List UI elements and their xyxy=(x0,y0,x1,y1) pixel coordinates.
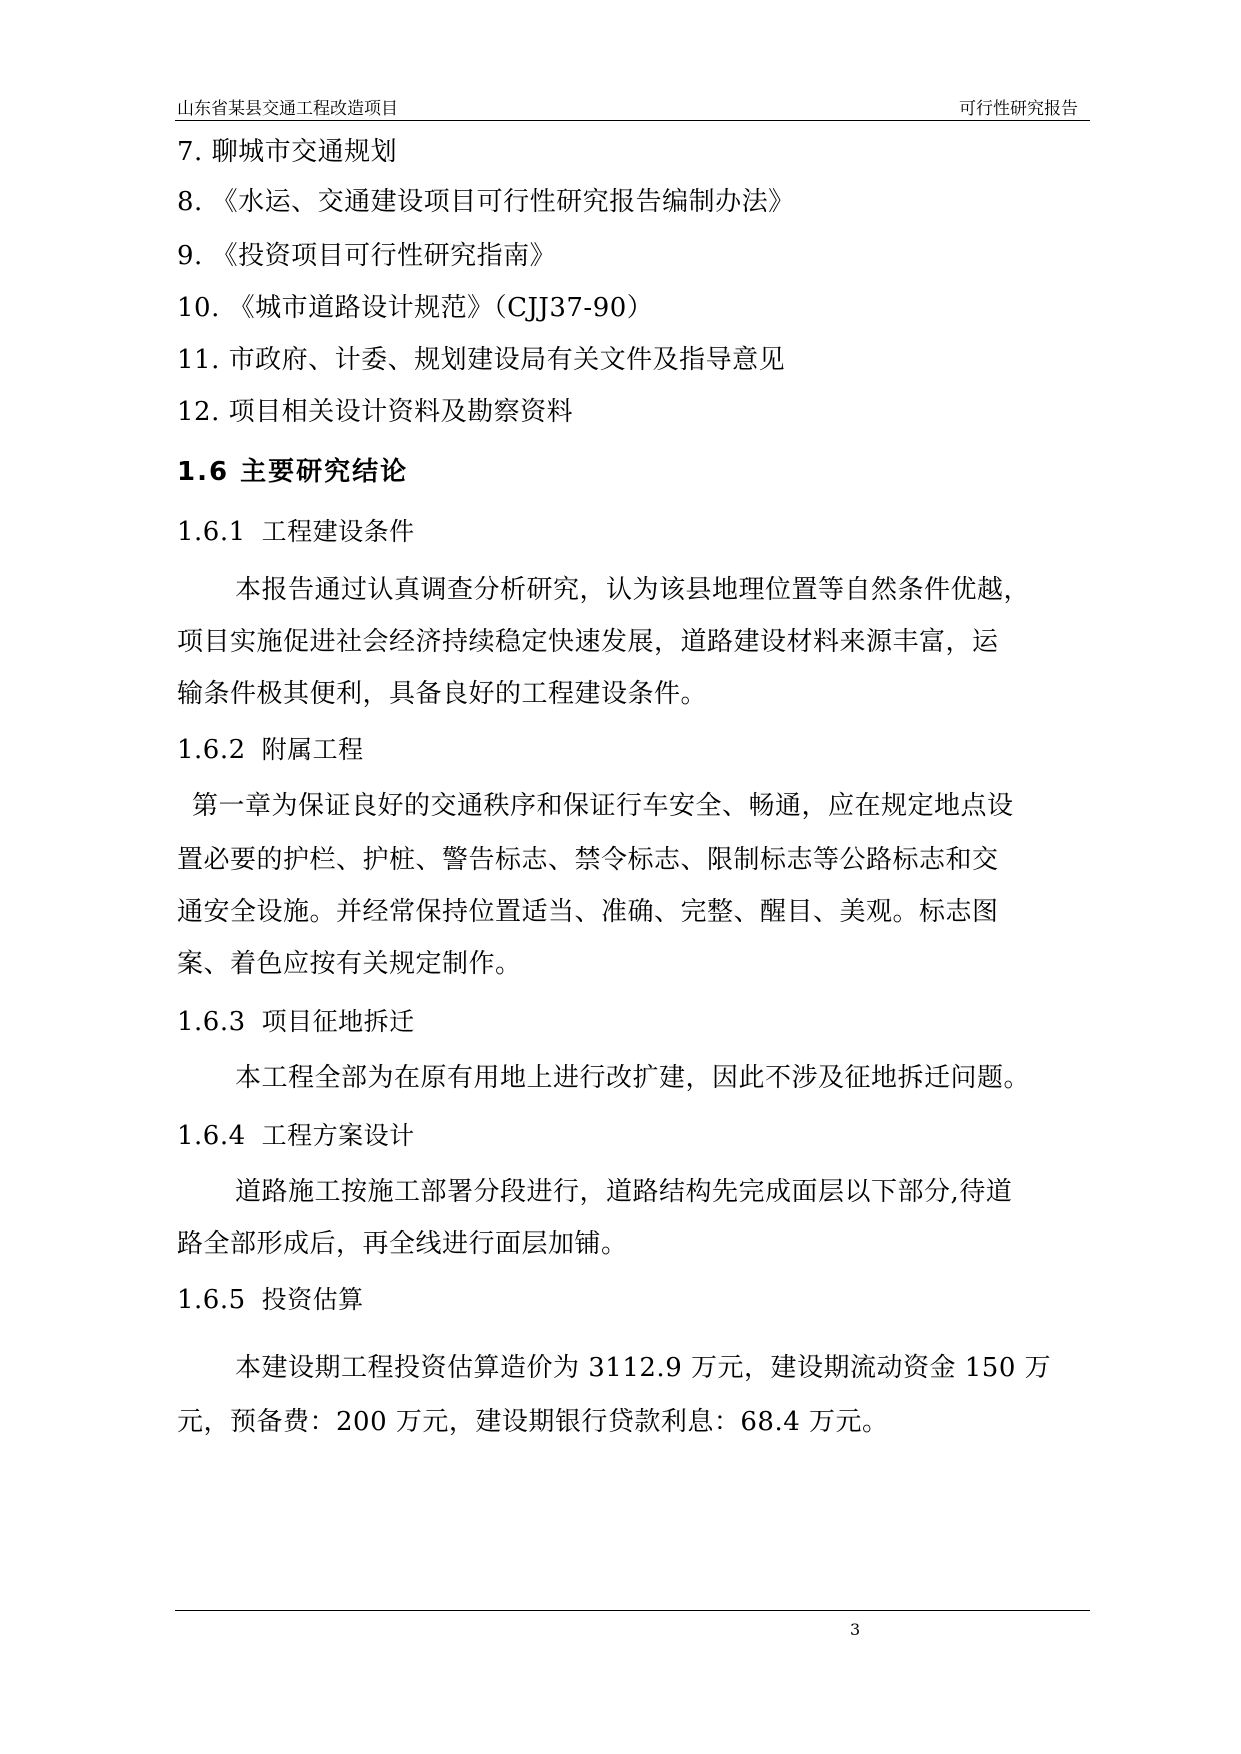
paragraph-line: 输条件极其便利，具备良好的工程建设条件。 xyxy=(177,679,708,709)
paragraph-line: 置必要的护栏、护桩、警告标志、禁令标志、限制标志等公路标志和交 xyxy=(177,845,999,875)
reference-item-10: 10. 《城市道路设计规范》（CJJ37-90） xyxy=(177,293,654,323)
subsection-number: 1.6.2 xyxy=(177,735,246,765)
subsection-title: 项目征地拆迁 xyxy=(261,1007,415,1036)
paragraph-line: 案、着色应按有关规定制作。 xyxy=(177,949,522,979)
subsection-heading-1-6-2 xyxy=(177,734,364,766)
paragraph-line: 本建设期工程投资估算造价为 3112.9 万元，建设期流动资金 150 万 xyxy=(235,1353,1052,1383)
header-report-type: 可行性研究报告 xyxy=(959,99,1078,119)
subsection-number: 1.6.3 xyxy=(177,1007,246,1037)
subsection-number: 1.6.1 xyxy=(177,517,246,547)
subsection-title: 工程建设条件 xyxy=(261,517,415,546)
subsection-title: 附属工程 xyxy=(261,735,364,764)
reference-item-12: 12. 项目相关设计资料及勘察资料 xyxy=(177,397,574,427)
header-project-title: 山东省某县交通工程改造项目 xyxy=(177,99,398,119)
reference-item-9: 9. 《投资项目可行性研究指南》 xyxy=(177,241,557,271)
paragraph-line: 第一章为保证良好的交通秩序和保证行车安全、畅通，应在规定地点设 xyxy=(192,791,1014,821)
page-header xyxy=(175,92,1090,121)
footer-rule xyxy=(175,1610,1090,1611)
paragraph-line: 路全部形成后，再全线进行面层加铺。 xyxy=(177,1229,628,1259)
subsection-heading-1-6-3 xyxy=(177,1006,415,1038)
subsection-heading-1-6-5 xyxy=(177,1284,364,1316)
reference-item-7: 7. 聊城市交通规划 xyxy=(177,137,398,167)
subsection-title: 投资估算 xyxy=(261,1285,364,1314)
subsection-number: 1.6.5 xyxy=(177,1285,246,1315)
reference-item-8: 8. 《水运、交通建设项目可行性研究报告编制办法》 xyxy=(177,187,795,217)
paragraph-line: 本报告通过认真调查分析研究，认为该县地理位置等自然条件优越， xyxy=(235,575,1031,605)
page-number: 3 xyxy=(850,1620,861,1639)
paragraph-line: 本工程全部为在原有用地上进行改扩建，因此不涉及征地拆迁问题。 xyxy=(235,1063,1031,1093)
paragraph-line: 道路施工按施工部署分段进行，道路结构先完成面层以下部分,待道 xyxy=(235,1177,1013,1207)
subsection-number: 1.6.4 xyxy=(177,1121,246,1151)
subsection-title: 工程方案设计 xyxy=(261,1121,415,1150)
paragraph-line: 元，预备费：200 万元，建设期银行贷款利息：68.4 万元。 xyxy=(177,1407,889,1437)
paragraph-line: 项目实施促进社会经济持续稳定快速发展，道路建设材料来源丰富，运 xyxy=(177,627,999,657)
section-heading: 1.6 主要研究结论 xyxy=(177,457,409,487)
subsection-heading-1-6-4 xyxy=(177,1120,415,1152)
subsection-heading-1-6-1 xyxy=(177,516,415,548)
paragraph-line: 通安全设施。并经常保持位置适当、准确、完整、醒目、美观。标志图 xyxy=(177,897,999,927)
reference-item-11: 11. 市政府、计委、规划建设局有关文件及指导意见 xyxy=(177,345,786,375)
